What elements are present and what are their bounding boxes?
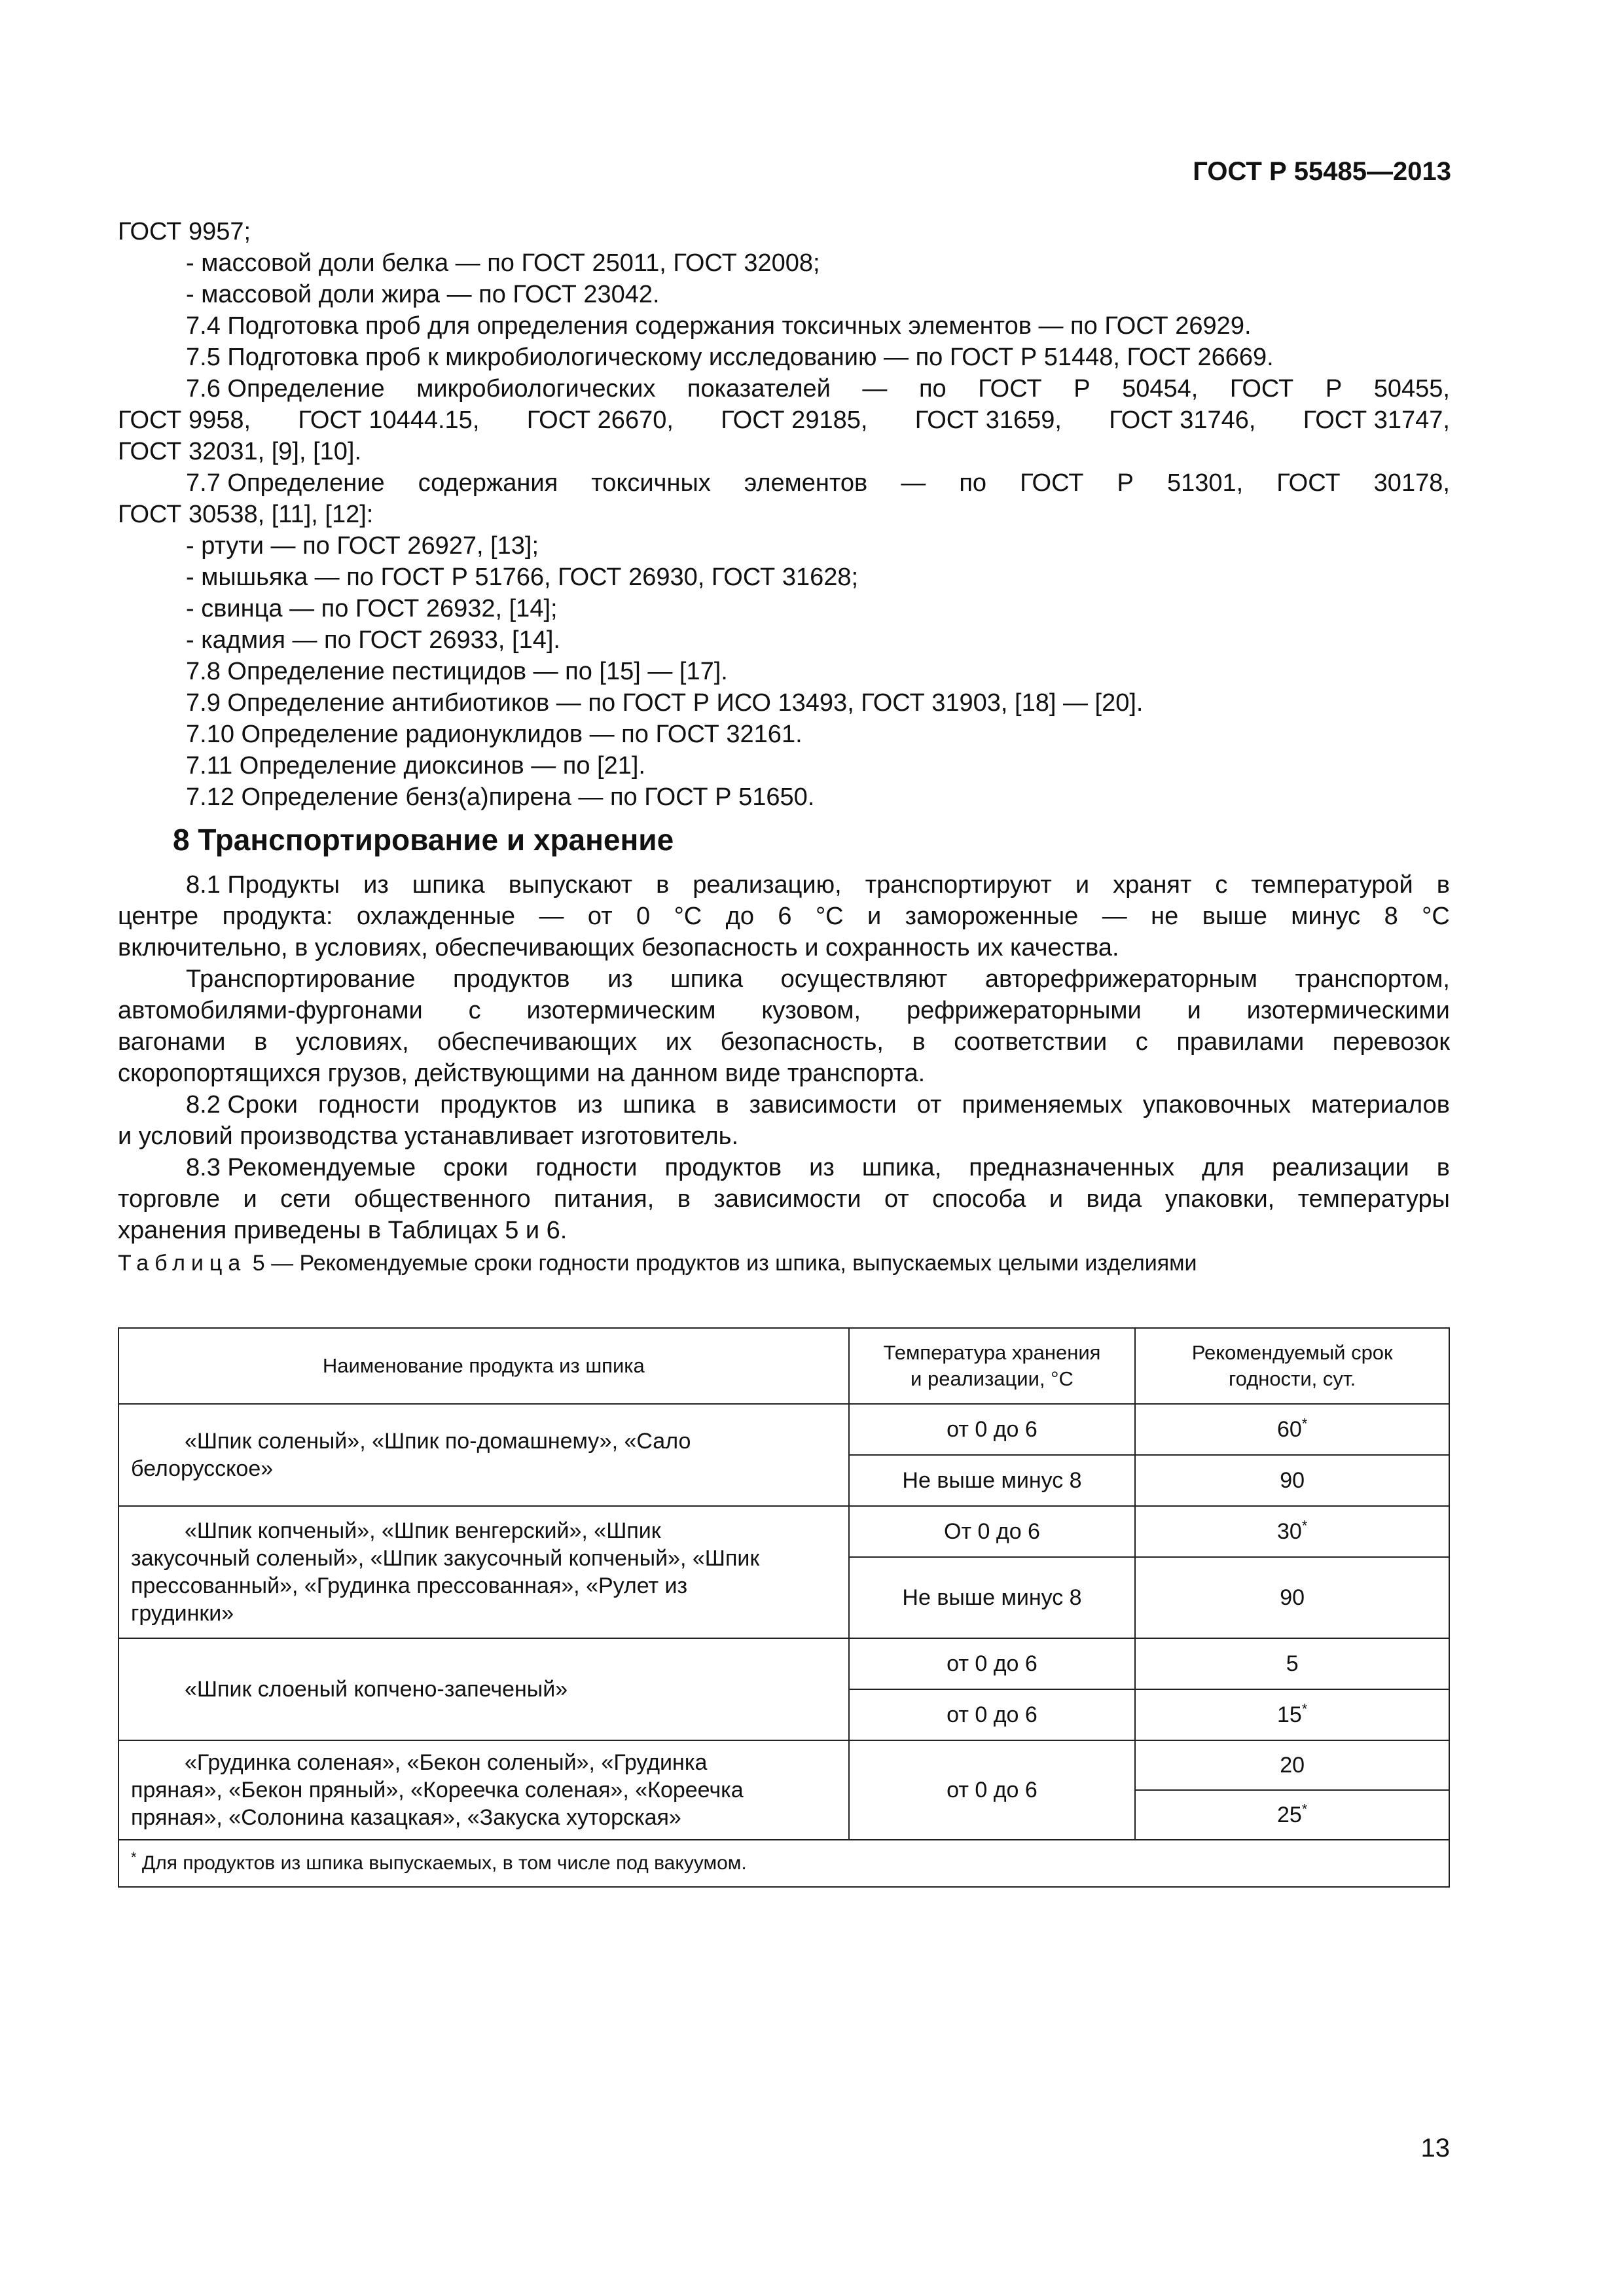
- clause-8-1-line-1: [118, 869, 1450, 901]
- word: минус: [1291, 903, 1361, 930]
- word: зависимости: [713, 1185, 861, 1213]
- word: с: [1135, 1028, 1148, 1056]
- word: ГОСТ: [1229, 375, 1294, 403]
- product-name-cell: «Шпик слоеный копчено-запеченый»: [118, 1638, 849, 1740]
- text-line: - мышьяка — по ГОСТ Р 51766, ГОСТ 26930, ГОСТ 31628;: [186, 564, 859, 591]
- word: изотермическим: [526, 997, 716, 1024]
- word: с: [468, 997, 481, 1024]
- word: ГОСТ 26670,: [526, 406, 674, 434]
- clause-7-12: 7.12 Определение бенз(а)пирена — по ГОСТ Р 51650.: [186, 783, 815, 811]
- word: в: [715, 1091, 729, 1119]
- word: —: [862, 375, 888, 403]
- shelf-life-cell: 30*: [1135, 1506, 1449, 1557]
- word: —: [1102, 903, 1127, 930]
- clause-8-2-line-1: [118, 1089, 1450, 1121]
- table-row: [118, 1404, 1449, 1455]
- temperature-cell: от 0 до 6: [849, 1638, 1136, 1689]
- clause-7-9: 7.9 Определение антибиотиков — по ГОСТ Р ИСО 13493, ГОСТ 31903, [18] — [20].: [186, 689, 1144, 717]
- word: до: [725, 903, 754, 930]
- word: шпика: [623, 1091, 696, 1119]
- text-line: - свинца — по ГОСТ 26932, [14];: [186, 595, 558, 622]
- word: температурой: [1251, 871, 1413, 899]
- word: Р: [1074, 375, 1091, 403]
- word: ГОСТ 31746,: [1109, 406, 1256, 434]
- word: в: [254, 1028, 268, 1056]
- word: их: [665, 1028, 693, 1056]
- clause-7-8: 7.8 Определение пестицидов — по [15] — [17].: [186, 658, 728, 685]
- word: безопасность,: [720, 1028, 884, 1056]
- clause-7-11: 7.11 Определение диоксинов — по [21].: [186, 752, 645, 780]
- table-row: [118, 1638, 1449, 1689]
- table-caption-title: 5 — Рекомендуемые сроки годности продуктов из шпика, выпускаемых целыми изделиями: [246, 1251, 1197, 1276]
- product-name-cell: «Шпик копченый», «Шпик венгерский», «Шпик закусочный соленый», «Шпик закусочный копченый», «Шпик прессованный», «Грудинка прессованная», «Рулет из грудинки»: [118, 1506, 849, 1638]
- header-temperature: Температура хранения и реализации, °С: [849, 1328, 1136, 1404]
- word: для: [1202, 1154, 1245, 1181]
- word: материалов: [1311, 1091, 1450, 1119]
- word: упаковки,: [1164, 1185, 1275, 1213]
- word: и: [1075, 871, 1090, 899]
- transport-paragraph-line-4: скоропортящихся грузов, действующими на данном виде транспорта.: [118, 1060, 926, 1087]
- word: и: [1049, 1185, 1064, 1213]
- word: в: [912, 1028, 926, 1056]
- word: перевозок: [1332, 1028, 1450, 1056]
- shelf-life-cell: 25*: [1135, 1790, 1449, 1840]
- clause-8-1-line-2: [118, 901, 1450, 932]
- shelf-life-cell: 15*: [1135, 1689, 1449, 1740]
- word: 50454,: [1122, 375, 1199, 403]
- word: с: [1215, 871, 1228, 899]
- word: 7.7 Определение: [186, 469, 385, 497]
- word: питания,: [554, 1185, 655, 1213]
- section-heading: 8 Транспортирование и хранение: [173, 823, 674, 857]
- table-footnote-row: [118, 1840, 1449, 1887]
- word: 50455,: [1373, 375, 1450, 403]
- word: транспортируют: [865, 871, 1052, 899]
- word: по: [959, 469, 987, 497]
- word: соответствии: [954, 1028, 1108, 1056]
- word: 6: [778, 903, 792, 930]
- word: продуктов: [453, 965, 570, 993]
- word: 8.3 Рекомендуемые: [186, 1154, 416, 1181]
- word: в: [656, 871, 670, 899]
- word: 8.2 Сроки: [186, 1091, 298, 1119]
- word: осуществляют: [780, 965, 948, 993]
- word: сроки: [443, 1154, 509, 1181]
- word: Р: [1117, 469, 1134, 497]
- word: транспортом,: [1295, 965, 1450, 993]
- word: продуктов: [664, 1154, 782, 1181]
- word: сети: [280, 1185, 331, 1213]
- transport-paragraph-line-1: [118, 963, 1450, 995]
- word: применяемых: [962, 1091, 1123, 1119]
- word: и: [867, 903, 882, 930]
- temperature-cell: от 0 до 6: [849, 1740, 1136, 1840]
- word: по: [918, 375, 947, 403]
- word: ГОСТ: [1276, 469, 1341, 497]
- word: от: [587, 903, 613, 930]
- word: кузовом,: [761, 997, 861, 1024]
- word: шпика,: [861, 1154, 942, 1181]
- word: из: [809, 1154, 835, 1181]
- clause-7-4: 7.4 Подготовка проб для определения содержания токсичных элементов — по ГОСТ 26929.: [186, 312, 1252, 340]
- clause-7-10: 7.10 Определение радионуклидов — по ГОСТ 32161.: [186, 721, 803, 748]
- word: способа: [932, 1185, 1026, 1213]
- text-line: - ртути — по ГОСТ 26927, [13];: [186, 532, 539, 560]
- word: ГОСТ 29185,: [721, 406, 868, 434]
- word: продуктов: [440, 1091, 557, 1119]
- word: 7.6 Определение: [186, 375, 385, 403]
- word: и: [243, 1185, 257, 1213]
- word: шпика: [412, 871, 485, 899]
- header-shelf-life: Рекомендуемый срок годности, сут.: [1135, 1328, 1449, 1404]
- word: выпускают: [508, 871, 633, 899]
- word: условиях,: [295, 1028, 409, 1056]
- word: 8: [1384, 903, 1398, 930]
- word: реализации: [1272, 1154, 1409, 1181]
- word: годности: [317, 1091, 420, 1119]
- word: 30178,: [1373, 469, 1450, 497]
- clause-7-7-line-2: ГОСТ 30538, [11], [12]:: [118, 501, 374, 528]
- word: ГОСТ: [978, 375, 1042, 403]
- word: правилами: [1176, 1028, 1305, 1056]
- product-name-cell: «Шпик соленый», «Шпик по-домашнему», «Сало белорусское»: [118, 1404, 849, 1506]
- product-name-cell: «Грудинка соленая», «Бекон соленый», «Грудинка пряная», «Бекон пряный», «Корeечка соленая», «Корeечка пряная», «Солонина казацкая», «Закуска хуторская»: [118, 1740, 849, 1840]
- shelf-life-cell: 60*: [1135, 1404, 1449, 1455]
- word: содержания: [418, 469, 558, 497]
- table-row: [118, 1506, 1449, 1557]
- header-product-name: Наименование продукта из шпика: [118, 1328, 849, 1404]
- word: °С: [1422, 903, 1450, 930]
- temperature-cell: от 0 до 6: [849, 1404, 1136, 1455]
- word: ГОСТ 31747,: [1303, 406, 1450, 434]
- word: 8.1 Продукты: [186, 871, 340, 899]
- shelf-life-cell: 90: [1135, 1455, 1449, 1506]
- clause-8-3-line-1: [118, 1152, 1450, 1183]
- document-code-header: ГОСТ Р 55485—2013: [1193, 157, 1451, 186]
- word: охлажденные: [356, 903, 516, 930]
- temperature-cell: Не выше минус 8: [849, 1455, 1136, 1506]
- clause-8-2-line-2: и условий производства устанавливает изготовитель.: [118, 1122, 738, 1150]
- table-header-row: [118, 1328, 1449, 1404]
- shelf-life-table: [118, 1327, 1450, 1888]
- word: изотермическими: [1246, 997, 1450, 1024]
- word: °С: [674, 903, 702, 930]
- word: продукта:: [222, 903, 333, 930]
- clause-8-3-line-2: [118, 1183, 1450, 1215]
- word: авторефрижераторным: [984, 965, 1257, 993]
- word: показателей: [687, 375, 831, 403]
- word: элементов: [744, 469, 868, 497]
- word: температуры: [1297, 1185, 1450, 1213]
- clause-7-7-line-1: [118, 467, 1450, 499]
- table-caption-label: Таблица: [118, 1251, 247, 1276]
- word: ГОСТ: [1020, 469, 1084, 497]
- temperature-cell: от 0 до 6: [849, 1689, 1136, 1740]
- transport-paragraph-line-2: [118, 995, 1450, 1026]
- clause-7-5: 7.5 Подготовка проб к микробиологическому исследованию — по ГОСТ Р 51448, ГОСТ 26669.: [186, 344, 1274, 371]
- word: упаковочных: [1142, 1091, 1291, 1119]
- word: из: [607, 965, 633, 993]
- table-footnote: * Для продуктов из шпика выпускаемых, в том числе под вакуумом.: [118, 1840, 1449, 1887]
- word: —: [901, 469, 926, 497]
- word: —: [539, 903, 564, 930]
- table-row: [118, 1740, 1449, 1790]
- shelf-life-cell: 5: [1135, 1638, 1449, 1689]
- word: от: [916, 1091, 942, 1119]
- word: торговле: [118, 1185, 221, 1213]
- word: общественного: [354, 1185, 531, 1213]
- word: реализацию,: [693, 871, 842, 899]
- word: Транспортирование: [186, 965, 416, 993]
- shelf-life-cell: 20: [1135, 1740, 1449, 1790]
- temperature-cell: От 0 до 6: [849, 1506, 1136, 1557]
- text-line: - массовой доли белка — по ГОСТ 25011, ГОСТ 32008;: [186, 249, 820, 277]
- word: 51301,: [1166, 469, 1244, 497]
- word: из: [577, 1091, 603, 1119]
- footnote-mark: *: [1301, 1415, 1308, 1432]
- word: в: [677, 1185, 691, 1213]
- word: замороженные: [905, 903, 1079, 930]
- clause-7-6-line-1: [118, 373, 1450, 404]
- word: ГОСТ 31659,: [914, 406, 1062, 434]
- footnote-mark: *: [1301, 1801, 1308, 1818]
- text-line: - кадмия — по ГОСТ 26933, [14].: [186, 626, 560, 654]
- footnote-mark: *: [1301, 1517, 1308, 1534]
- word: токсичных: [591, 469, 711, 497]
- word: ГОСТ 9958,: [118, 406, 251, 434]
- footnote-mark: *: [1301, 1700, 1308, 1717]
- word: из: [363, 871, 389, 899]
- clause-8-1-line-3: включительно, в условиях, обеспечивающих безопасность и сохранность их качества.: [118, 934, 1119, 961]
- word: не: [1151, 903, 1179, 930]
- word: рефрижераторными: [906, 997, 1142, 1024]
- word: от: [884, 1185, 909, 1213]
- word: и: [1187, 997, 1201, 1024]
- word: выше: [1202, 903, 1267, 930]
- word: шпика: [670, 965, 744, 993]
- word: хранят: [1113, 871, 1192, 899]
- table-caption: [118, 1249, 1450, 1278]
- word: годности: [535, 1154, 638, 1181]
- word: центре: [118, 903, 199, 930]
- word: вида: [1086, 1185, 1142, 1213]
- footnote-mark: *: [131, 1849, 137, 1865]
- word: Р: [1325, 375, 1343, 403]
- text-line: - массовой доли жира — по ГОСТ 23042.: [186, 281, 660, 308]
- word: в: [1436, 871, 1450, 899]
- word: вагонами: [118, 1028, 226, 1056]
- word: ГОСТ 10444.15,: [298, 406, 480, 434]
- word: микробиологических: [416, 375, 656, 403]
- word: обеспечивающих: [437, 1028, 638, 1056]
- page-number: 13: [1420, 2134, 1450, 2162]
- clause-7-6-line-2: [118, 404, 1450, 436]
- transport-paragraph-line-3: [118, 1026, 1450, 1058]
- word: предназначенных: [969, 1154, 1175, 1181]
- temperature-cell: Не выше минус 8: [849, 1557, 1136, 1638]
- text-line: ГОСТ 9957;: [118, 218, 251, 245]
- clause-8-3-line-3: хранения приведены в Таблицах 5 и 6.: [118, 1217, 568, 1244]
- word: автомобилями-фургонами: [118, 997, 423, 1024]
- word: зависимости: [749, 1091, 897, 1119]
- word: в: [1436, 1154, 1450, 1181]
- word: °С: [815, 903, 844, 930]
- shelf-life-cell: 90: [1135, 1557, 1449, 1638]
- body-text: [118, 216, 1450, 1278]
- clause-7-6-line-3: ГОСТ 32031, [9], [10].: [118, 438, 362, 465]
- word: 0: [636, 903, 651, 930]
